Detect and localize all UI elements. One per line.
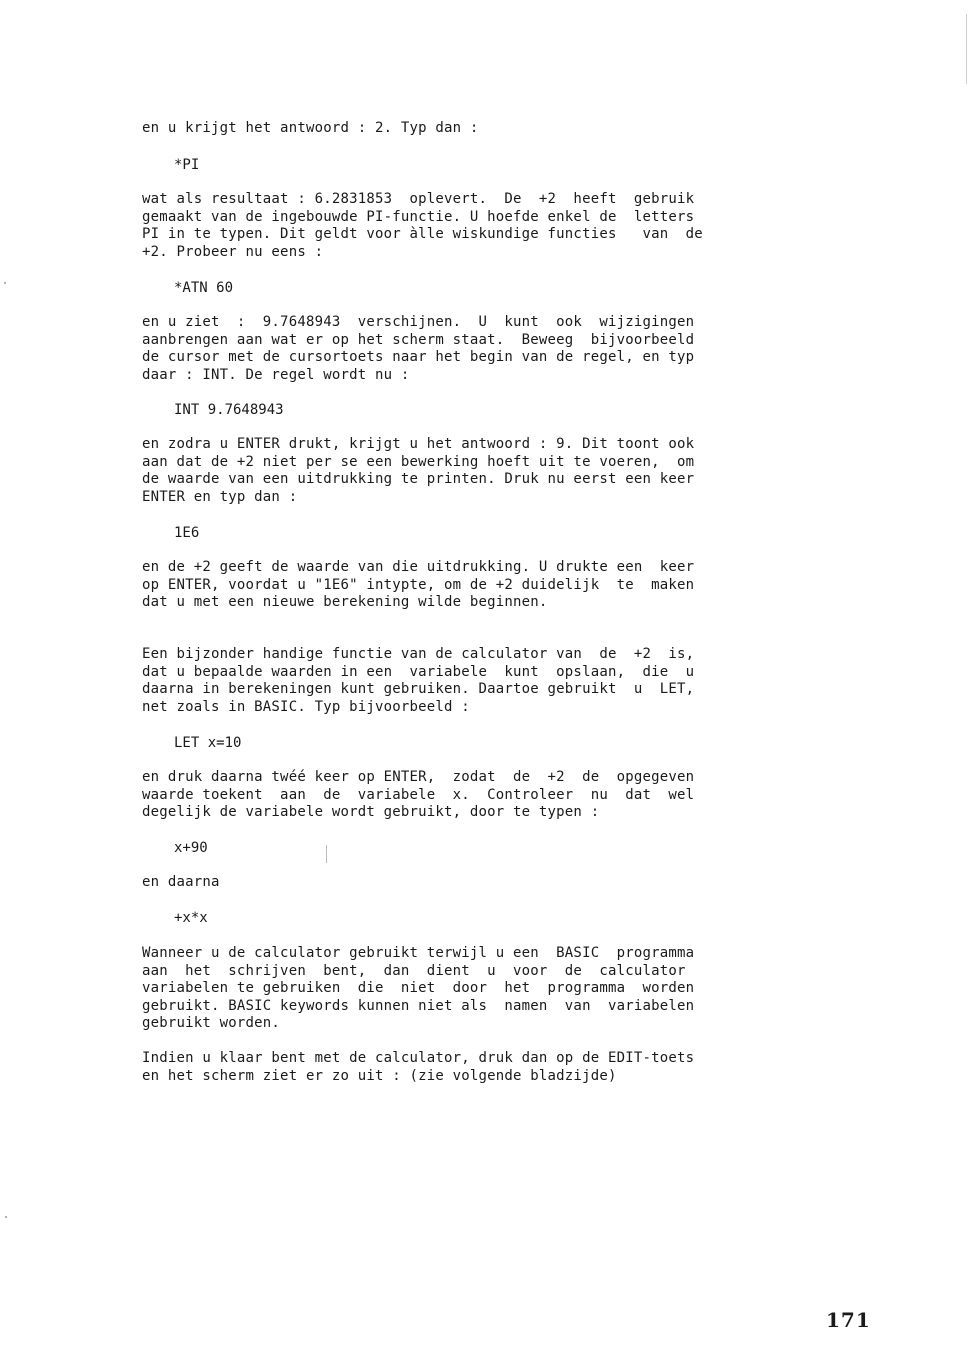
scan-dot — [4, 282, 6, 284]
paragraph-1e6: en de +2 geeft de waarde van die uitdrukking. U drukte een keer op ENTER, voordat u "1E6" intypte, om de +2 duidelijk te maken dat u met een nieuwe berekening wilde beginnen. — [142, 559, 695, 611]
paragraph-pi-result: wat als resultaat : 6.2831853 oplevert. De +2 heeft gebruik gemaakt van de ingebouwde PI-functie. U hoefde enkel de letters PI in te typen. Dit geldt voor àlle wiskundige functies van de +2. Probeer nu eens : — [142, 191, 703, 260]
paragraph-basic: Wanneer u de calculator gebruikt terwijl u een BASIC programma aan het schrijven bent, dan dient u voor de calculator variabelen te gebruiken die niet door het programma worden gebruikt. BASIC keywords kunnen niet als namen van variabelen gebruikt worden. — [142, 945, 695, 1032]
code-x-plus-90: x+90 — [174, 840, 208, 856]
code-pi: *PI — [174, 157, 200, 173]
paragraph-atn-result: en u ziet : 9.7648943 verschijnen. U kunt ook wijzigingen aanbrengen aan wat er op het scherm staat. Beweeg bijvoorbeeld de cursor met de cursortoets naar het begin van de regel, en typ daar : INT. De regel wordt nu : — [142, 314, 695, 383]
paragraph-edit: Indien u klaar bent met de calculator, druk dan op de EDIT-toets en het scherm ziet er zo uit : (zie volgende bladzijde) — [142, 1050, 695, 1084]
scan-edge-mark — [966, 14, 967, 84]
paragraph-intro: en u krijgt het antwoord : 2. Typ dan : — [142, 120, 479, 136]
code-x-times-x: +x*x — [174, 910, 208, 926]
paragraph-let-result: en druk daarna twéé keer op ENTER, zodat de +2 de opgegeven waarde toekent aan de variabele x. Controleer nu dat wel degelijk de variabele wordt gebruikt, door te typen : — [142, 769, 695, 821]
paragraph-daarna: en daarna — [142, 874, 220, 890]
code-atn: *ATN 60 — [174, 280, 234, 296]
scan-mark — [326, 845, 327, 863]
paragraph-enter: en zodra u ENTER drukt, krijgt u het antwoord : 9. Dit toont ook aan dat de +2 niet per se een bewerking hoeft uit te voeren, om de waarde van een uitdrukking te printen. Druk nu eerst een keer ENTER en typ dan : — [142, 436, 695, 505]
scan-dot — [5, 1216, 7, 1218]
page-number: 171 — [826, 1308, 871, 1332]
code-1e6: 1E6 — [174, 525, 200, 541]
code-let: LET x=10 — [174, 735, 242, 751]
code-int: INT 9.7648943 — [174, 402, 284, 418]
paragraph-variables: Een bijzonder handige functie van de calculator van de +2 is, dat u bepaalde waarden in een variabele kunt opslaan, die u daarna in berekeningen kunt gebruiken. Daartoe gebruikt u LET, net zoals in BASIC. Typ bijvoorbeeld : — [142, 646, 695, 715]
